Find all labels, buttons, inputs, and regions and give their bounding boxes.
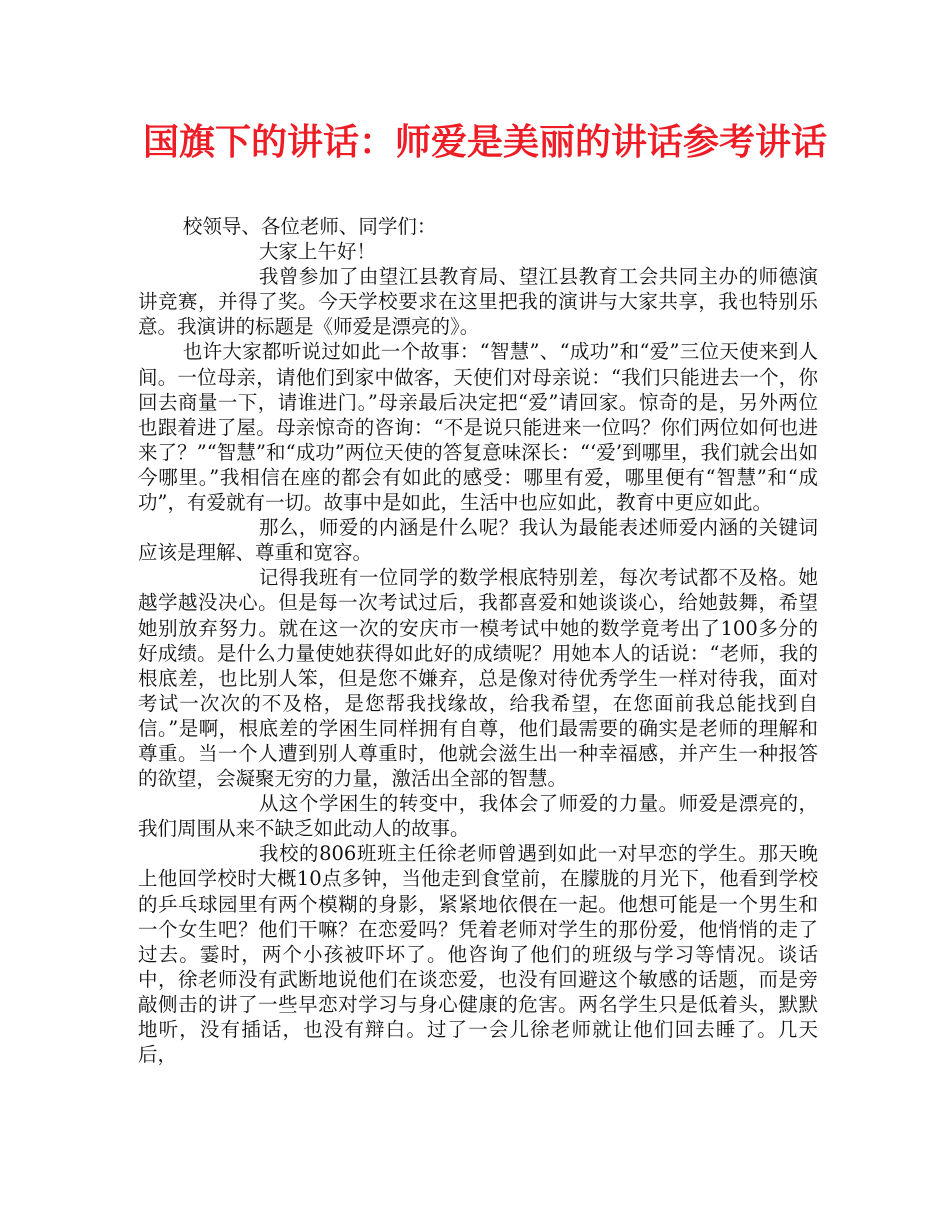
document-title: 国旗下的讲话：师爱是美丽的讲话参考讲话 [142, 122, 827, 163]
document-body [138, 214, 818, 1067]
paragraph-intro: 我曾参加了由望江县教育局、望江县教育工会共同主办的师德演讲竞赛，并得了奖。今天学校要求在这里把我的演讲与大家共享，我也特别乐意。我演讲的标题是《师爱是漂亮的》。 [138, 265, 818, 339]
paragraph-student-example: 记得我班有一位同学的数学根底特别差，每次考试都不及格。她越学越没决心。但是每一次考试过后，我都喜爱和她谈谈心，给她鼓舞，希望她别放弃努力。就在这一次的安庆市一模考试中她的数学竟考出了100多分的好成绩。是什么力量使她获得如此好的成绩呢？用她本人的话说：“老师，我的根底差，也比别人笨，但是您不嫌弃，总是像对待优秀学生一样对待我，面对考试一次次的不及格，是您帮我找缘故，给我希望，在您面前我总能找到自信。”是啊，根底差的学困生同样拥有自尊，他们最需要的确实是老师的理解和尊重。当一个人遭到别人尊重时，他就会滋生出一种幸福感，并产生一种报答的欲望，会凝聚无穷的力量，激活出全部的智慧。 [138, 566, 818, 791]
paragraph-greeting: 大家上午好！ [258, 240, 376, 264]
paragraph-story: 也许大家都听说过如此一个故事：“智慧”、“成功”和“爱”三位天使来到人间。一位母亲，请他们到家中做客，天使们对母亲说：“我们只能进去一个，你回去商量一下，请谁进门。”母亲最后决定把“爱”请回家。惊奇的是，另外两位也跟着进了屋。母亲惊奇的咨询：“不是说只能进来一位吗？你们两位如何也进来了？”“智慧”和“成功”两位天使的答复意味深长：“‘爱’到哪里，我们就会出如今哪里。”我相信在座的都会有如此的感受：哪里有爱，哪里便有“智慧”和“成功”，有爱就有一切。故事中是如此，生活中也应如此，教育中更应如此。 [138, 340, 818, 515]
paragraph-meaning: 那么，师爱的内涵是什么呢？我认为最能表述师爱内涵的关键词应该是理解、尊重和宽容。 [138, 516, 818, 565]
paragraph-reflection: 从这个学困生的转变中，我体会了师爱的力量。师爱是漂亮的，我们周围从来不缺乏如此动人的故事。 [138, 792, 818, 841]
paragraph-teacher-story: 我校的806班班主任徐老师曾遇到如此一对早恋的学生。那天晚上他回学校时大概10点多钟，当他走到食堂前，在朦胧的月光下，他看到学校的乒乓球园里有两个模糊的身影，紧紧地依偎在一起。他想可能是一个男生和一个女生吧？他们干嘛？在恋爱吗？凭着老师对学生的那份爱，他悄悄的走了过去。霎时，两个小孩被吓坏了。他咨询了他们的班级与学习等情况。谈话中，徐老师没有武断地说他们在谈恋爱，也没有回避这个敏感的话题，而是旁敲侧击的讲了一些早恋对学习与身心健康的危害。两名学生只是低着头，默默地听，没有插话，也没有辩白。过了一会儿徐老师就让他们回去睡了。几天后， [138, 842, 818, 1067]
paragraph-salutation: 校领导、各位老师、同学们： [182, 215, 437, 238]
